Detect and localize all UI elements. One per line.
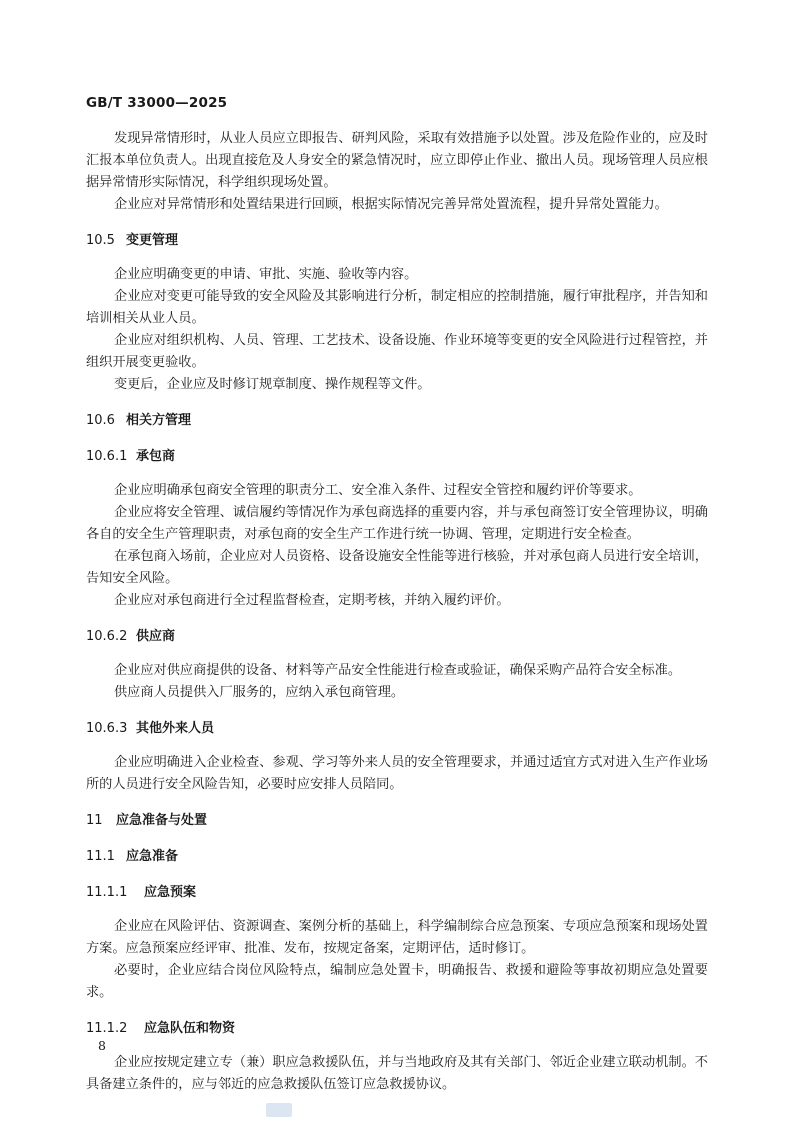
section-title: 应急准备 bbox=[126, 849, 179, 864]
section-heading bbox=[86, 230, 708, 252]
paragraph: 企业应明确变更的申请、审批、实施、验收等内容。 bbox=[114, 267, 418, 282]
paragraph: 必要时，企业应结合岗位风险特点，编制应急处置卡，明确报告、救援和避险等事故初期应急处置要求。 bbox=[86, 963, 708, 1000]
page-number: 8 bbox=[98, 1038, 106, 1053]
paragraph: 企业应对变更可能导致的安全风险及其影响进行分析，制定相应的控制措施，履行审批程序，并告知和培训相关从业人员。 bbox=[86, 289, 708, 326]
section-heading bbox=[86, 810, 708, 832]
section-heading bbox=[86, 446, 708, 468]
paragraph: 企业应对承包商进行全过程监督检查，定期考核，并纳入履约评价。 bbox=[114, 593, 510, 608]
section-number: 10.6.3 bbox=[86, 721, 128, 736]
section-heading bbox=[86, 882, 708, 904]
section-title: 变更管理 bbox=[126, 233, 179, 248]
standard-code: GB/T 33000—2025 bbox=[86, 95, 228, 111]
paragraph: 企业应明确进入企业检查、参观、学习等外来人员的安全管理要求，并通过适宜方式对进入生产作业场所的人员进行安全风险告知，必要时应安排人员陪同。 bbox=[86, 755, 708, 792]
section-title: 应急队伍和物资 bbox=[144, 1021, 236, 1036]
paragraph: 企业应在风险评估、资源调查、案例分析的基础上，科学编制综合应急预案、专项应急预案和现场处置方案。应急预案应经评审、批准、发布，按规定备案，定期评估，适时修订。 bbox=[86, 919, 708, 956]
paragraph: 供应商人员提供入厂服务的，应纳入承包商管理。 bbox=[114, 685, 405, 700]
section-title: 其他外来人员 bbox=[136, 721, 215, 736]
section-heading bbox=[86, 410, 708, 432]
paragraph: 企业应按规定建立专（兼）职应急救援队伍，并与当地政府及其有关部门、邻近企业建立联动机制。不具备建立条件的，应与邻近的应急救援队伍签订应急救援协议。 bbox=[86, 1055, 708, 1092]
section-number: 10.5 bbox=[86, 233, 115, 248]
document-body bbox=[86, 128, 708, 1096]
section-number: 11.1 bbox=[86, 849, 115, 864]
paragraph: 企业应对异常情形和处置结果进行回顾，根据实际情况完善异常处置流程，提升异常处置能力。 bbox=[114, 197, 668, 212]
paragraph: 企业应对供应商提供的设备、材料等产品安全性能进行检查或验证，确保采购产品符合安全标准。 bbox=[114, 663, 682, 678]
section-number: 10.6.1 bbox=[86, 449, 128, 464]
section-number: 10.6 bbox=[86, 413, 115, 428]
watermark-stamp-icon bbox=[266, 1103, 292, 1117]
section-title: 应急预案 bbox=[144, 885, 197, 900]
section-heading bbox=[86, 626, 708, 648]
section-number: 10.6.2 bbox=[86, 629, 128, 644]
section-title: 供应商 bbox=[136, 629, 176, 644]
paragraph: 在承包商入场前，企业应对人员资格、设备设施安全性能等进行核验，并对承包商人员进行安全培训，告知安全风险。 bbox=[86, 549, 708, 586]
section-title: 应急准备与处置 bbox=[116, 813, 208, 828]
paragraph: 变更后，企业应及时修订规章制度、操作规程等文件。 bbox=[114, 377, 431, 392]
paragraph: 发现异常情形时，从业人员应立即报告、研判风险，采取有效措施予以处置。涉及危险作业的，应及时汇报本单位负责人。出现直接危及人身安全的紧急情况时，应立即停止作业、撤出人员。现场管理人员应根据异常情形实际情况，科学组织现场处置。 bbox=[86, 131, 708, 190]
paragraph: 企业应将安全管理、诚信履约等情况作为承包商选择的重要内容，并与承包商签订安全管理协议，明确各自的安全生产管理职责，对承包商的安全生产工作进行统一协调、管理，定期进行安全检查。 bbox=[86, 505, 708, 542]
section-title: 承包商 bbox=[136, 449, 176, 464]
section-heading bbox=[86, 846, 708, 868]
section-number: 11 bbox=[86, 813, 103, 828]
paragraph: 企业应明确承包商安全管理的职责分工、安全准入条件、过程安全管控和履约评价等要求。 bbox=[114, 483, 642, 498]
section-title: 相关方管理 bbox=[126, 413, 192, 428]
section-number: 11.1.1 bbox=[86, 885, 128, 900]
section-heading bbox=[86, 1018, 708, 1040]
paragraph: 企业应对组织机构、人员、管理、工艺技术、设备设施、作业环境等变更的安全风险进行过程管控，并组织开展变更验收。 bbox=[86, 333, 708, 370]
section-heading bbox=[86, 718, 708, 740]
section-number: 11.1.2 bbox=[86, 1021, 128, 1036]
